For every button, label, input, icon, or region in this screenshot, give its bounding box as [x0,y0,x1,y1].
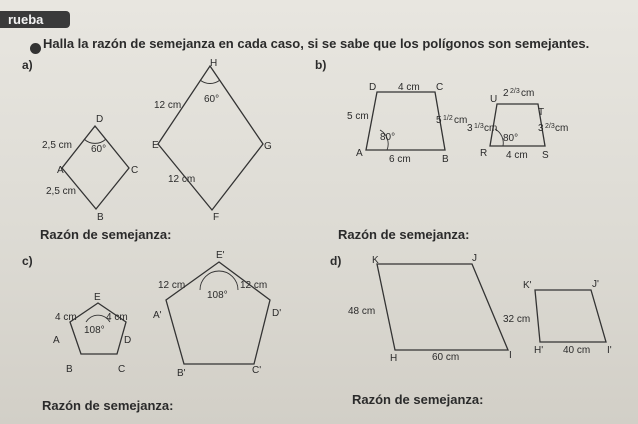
c-small-angle: 108° [84,325,105,336]
b-left-angle: 80° [380,132,396,143]
b-right-right-unit: cm [555,123,569,134]
c-large-vertex-d: D' [272,308,282,319]
pentagon-large [166,262,270,364]
d-small-vertex-i: I' [607,345,612,356]
a-large-vertex-f: F [213,212,220,223]
b-right-left-frac: 1/3 [474,123,484,130]
d-small-side: 32 cm [503,314,531,325]
part-d-razon: Razón de semejanza: [352,392,484,407]
c-large-vertex-b: B' [177,368,186,379]
b-left-vertex-b: B [442,154,449,165]
d-small-vertex-j: J' [592,279,599,290]
b-right-top-frac: 2/3 [510,88,520,95]
b-right-vertex-s: S [542,150,549,161]
d-large-vertex-i: I [509,350,512,361]
c-small-side-left: 4 cm [55,312,77,323]
b-right-right-frac: 2/3 [545,123,555,130]
a-small-side-bottom: 2,5 cm [46,186,77,197]
b-right-vertex-t: T [538,107,545,118]
d-large-vertex-h: H [390,353,398,364]
part-b-label: b) [315,58,327,72]
parallelogram-large [377,264,508,350]
b-right-left-whole: 3 [467,123,473,134]
a-large-vertex-h: H [210,58,218,69]
a-large-vertex-g: G [264,141,272,152]
d-large-side: 48 cm [348,306,376,317]
a-large-side-bottom: 12 cm [168,174,196,185]
b-right-right-whole: 3 [538,123,544,134]
d-small-bottom: 40 cm [563,345,591,356]
c-small-vertex-e: E [94,292,101,303]
c-small-vertex-d: D [124,335,132,346]
a-large-vertex-e: E [152,140,159,151]
c-large-vertex-a: A' [153,310,162,321]
a-small-vertex-d: D [96,114,104,125]
a-small-vertex-b: B [97,212,104,223]
d-large-vertex-k: K [372,255,379,266]
a-small-vertex-a: A [57,165,64,176]
b-right-top-whole: 2 [503,88,509,99]
c-large-side-right: 12 cm [240,280,268,291]
parallelogram-small [535,290,606,342]
a-large-side-top: 12 cm [154,100,182,111]
c-small-side-right: 4 cm [106,312,128,323]
trapezoid-left [366,92,445,150]
c-large-vertex-e: E' [216,250,225,261]
c-small-vertex-a: A [53,335,60,346]
b-left-bottom: 6 cm [389,154,411,165]
b-left-vertex-d: D [369,82,377,93]
d-large-bottom: 60 cm [432,352,460,363]
part-c-razon: Razón de semejanza: [42,398,174,413]
part-d-label: d) [330,254,342,268]
instruction-text: Halla la razón de semejanza en cada caso, si se sabe que los polígonos son semejantes. [43,36,590,51]
c-small-vertex-b: B [66,364,73,375]
d-small-vertex-k: K' [523,280,532,291]
b-right-left-unit: cm [484,123,498,134]
part-b-razon: Razón de semejanza: [338,227,470,242]
c-large-vertex-c: C' [252,365,262,376]
b-left-top: 4 cm [398,82,420,93]
a-small-side-top: 2,5 cm [42,140,73,151]
part-a-label: a) [22,58,33,72]
c-large-angle: 108° [207,290,228,301]
header-tab: rueba [0,11,70,28]
b-right-angle: 80° [503,133,519,144]
a-large-angle: 60° [204,94,220,105]
b-left-vertex-a: A [356,148,363,159]
d-small-vertex-h: H' [534,345,544,356]
c-large-side-left: 12 cm [158,280,186,291]
b-right-vertex-r: R [480,148,488,159]
part-c-label: c) [22,254,33,268]
a-small-vertex-c: C [131,165,139,176]
b-right-bottom: 4 cm [506,150,528,161]
b-right-top-unit: cm [521,88,535,99]
c-small-vertex-c: C [118,364,126,375]
b-left-right-whole: 5 [436,115,442,126]
b-left-vertex-c: C [436,82,444,93]
b-left-right-frac: 1/2 [443,115,453,122]
rhombus-large [158,66,263,210]
b-right-vertex-u: U [490,94,498,105]
b-left-right-unit: cm [454,115,468,126]
d-large-vertex-j: J [472,253,477,264]
a-small-angle: 60° [91,144,107,155]
b-left-left-side: 5 cm [347,111,369,122]
part-a-razon: Razón de semejanza: [40,227,172,242]
